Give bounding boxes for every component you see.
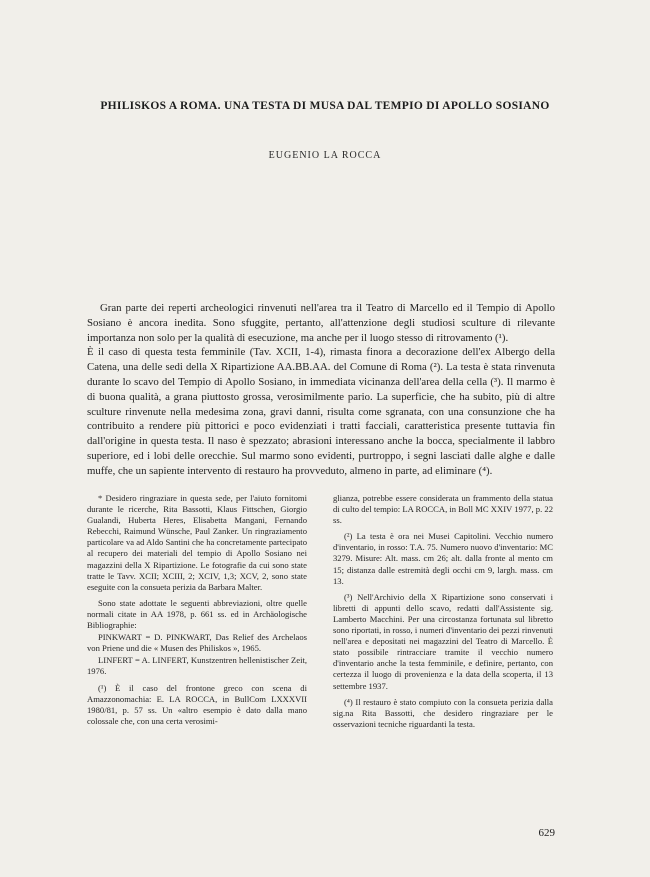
footnote-2: (²) La testa è ora nei Musei Capitolini. Vecchio numero d'inventario, in rosso: T.A. 75. Numero nuovo d'inventario: MC 3279. Misure: Alt. mass. cm 26; alt. dalla fronte al mento cm 15; distanza dalle estremità degli occhi cm 9, largh. mass. cm 13. [333,531,553,586]
footnote-abbreviations-intro: Sono state adottate le seguenti abbreviazioni, oltre quelle normali citate in AA 1978, p. 661 ss. ed in Archäologische Bibliographie: [87,597,307,631]
body-paragraph-2: È il caso di questa testa femminile (Tav. XCII, 1-4), rimasta finora a decorazione dell'ex Albergo della Catena, una delle sedi della X Ripartizione AA.BB.AA. del Comune di Roma (²). La testa è stata rinvenuta durante lo scavo del Tempio di Apollo Sosiano, in immediata vicinanza dell'area della cella (³). Il marmo è di buona qualità, a grana piuttosto grossa, verosimilmente pario. La superficie, che ha subito, più di altre sculture rinvenute nella medesima zona, gravi danni, risulta come sgranata, con una consunzione che ha contribuito a rendere più pittorici e poco evidenziati i tratti facciali, caratteristica presente tuttavia fin dall'origine in questa testa. Il naso è spezzato; abrasioni interessano anche la bocca, specialmente il labbro superiore, ed i lobi delle orecchie. Sul marmo sono evidenti, purtroppo, i segni lasciati dalle alghe e dalle muffe, che un sapiente intervento di restauro ha provveduto, almeno in parte, ad eliminare (⁴). [87,346,555,477]
footnotes-right-column [333,493,553,735]
footnote-1: (¹) È il caso del frontone greco con scena di Amazzonomachia: E. LA ROCCA, in BullCom LXXXVII 1980/81, p. 57 ss. Un «altro esempio è dato dalla mano colossale che, con una certa verosimi- [87,682,307,726]
footnote-4: (⁴) Il restauro è stato compiuto con la consueta perizia dalla sig.na Rita Bassotti, che desidero ringraziare per le osservazioni tecniche riguardanti la testa. [333,696,553,729]
footnote-abbreviation-linfert: LINFERT = A. LINFERT, Kunstzentren hellenistischer Zeit, 1976. [87,655,307,677]
body-text [87,301,555,479]
footnote-abbreviation-pinkwart: PINKWART = D. PINKWART, Das Relief des Archelaos von Priene und die « Musen des Philiskos », 1965. [87,632,307,654]
footnote-3: (³) Nell'Archivio della X Ripartizione sono conservati i libretti di appunti dello scavo, redatti dall'Assistente sig. Lamberto Macchini. Per una circostanza fortunata sul libretto sono riportati, in rosso, i numeri d'inventario dei pezzi rinvenuti nell'area e depositati nei magazzini del Teatro di Marcello. È stato possibile rintracciare tramite il vecchio numero d'inventario anche la testa femminile, e definire, pertanto, con certezza il luogo di provenienza e la data della scoperta, il 13 settembre 1937. [333,591,553,691]
page-number: 629 [538,827,555,839]
body-paragraph-1: Gran parte dei reperti archeologici rinvenuti nell'area tra il Teatro di Marcello ed il Tempio di Apollo Sosiano è ancora inedita. Sono sfuggite, pertanto, all'attenzione degli studiosi sculture di rilevante importanza non solo per la qualità di esecuzione, ma anche per il luogo stesso di ritrovamento (¹). [87,302,555,344]
footnote-acknowledgements: * Desidero ringraziare in questa sede, per l'aiuto fornitomi durante le ricerche, Rita Bassotti, Klaus Fittschen, Giorgio Gualandi, Huberta Heres, Elisabetta Mangani, Fernando Rebecchi, Raimund Wünsche, Paul Zanker. Un ringraziamento particolare va ad Aldo Santini che ha concretamente partecipato al recupero dei materiali del tempio di Apollo Sosiano nei magazzini della X Ripartizione. Le fotografie da cui sono state tratte le Tavv. XCII; XCIII, 2; XCIV, 1,3; XCV, 2, sono state eseguite con la consueta perizia da Barbara Malter. [87,493,307,592]
article-title: PHILISKOS A ROMA. UNA TESTA DI MUSA DAL TEMPIO DI APOLLO SOSIANO [100,100,550,112]
article-author: EUGENIO LA ROCCA [268,150,382,161]
footnotes-left-column [87,493,307,732]
footnote-1-continued: glianza, potrebbe essere considerata un frammento della statua di culto del tempio: LA ROCCA, in Boll MC XXIV 1977, p. 22 ss. [333,493,553,526]
